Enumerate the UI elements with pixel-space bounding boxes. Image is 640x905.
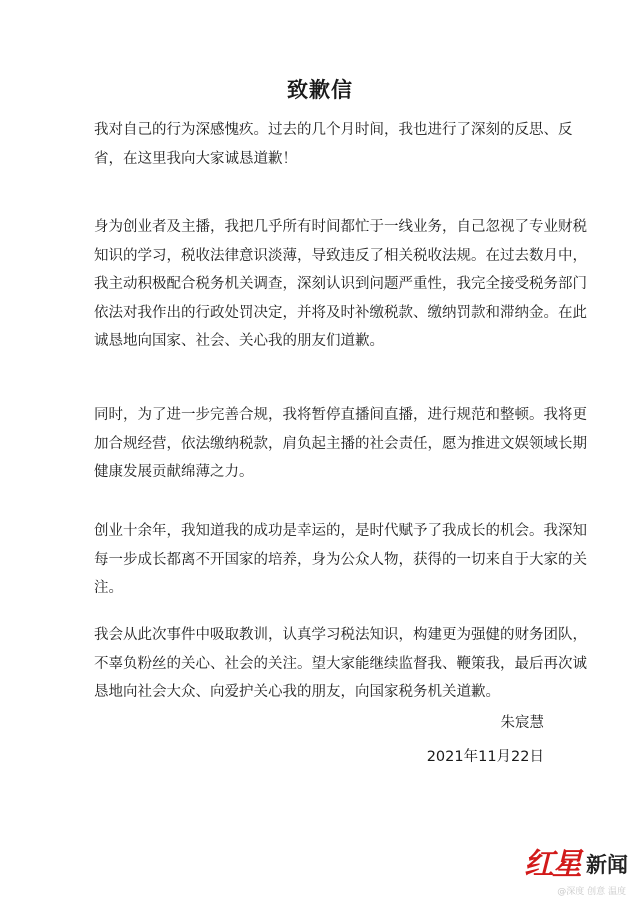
text-line: 我对自己的行为深感愧疚。过去的几个月时间，我也进行了深刻的反思、反 [94, 122, 573, 138]
text-line: 身为创业者及主播，我把几乎所有时间都忙于一线业务，自己忽视了专业财税 [94, 219, 587, 235]
news-logo-watermark [524, 847, 628, 882]
logo-black-text: 新闻 [586, 852, 628, 877]
text-line: 恳地向社会大众、向爱护关心我的朋友，向国家税务机关道歉。 [94, 684, 500, 701]
paragraph-1 [94, 116, 573, 173]
text-line: 我主动积极配合税务机关调查，深刻认识到问题严重性，我完全接受税务部门 [94, 276, 587, 293]
signature: 朱宸慧 [500, 715, 544, 731]
text-line: 健康发展贡献绵薄之力。 [94, 464, 254, 481]
paragraph-4 [94, 517, 587, 603]
letter-date: 2021年11月22日 [426, 749, 544, 765]
text-line: 不辜负粉丝的关心、社会的关注。望大家能继续监督我、鞭策我，最后再次诚 [94, 655, 587, 672]
text-line: 同时，为了进一步完善合规，我将暂停直播间直播，进行规范和整顿。我将更 [94, 407, 587, 423]
paragraph-3 [94, 401, 587, 487]
text-line: 诚恳地向国家、社会、关心我的朋友们道歉。 [94, 333, 384, 350]
text-line: 依法对我作出的行政处罚决定，并将及时补缴税款、缴纳罚款和滞纳金。在此 [94, 304, 587, 321]
paragraph-2 [94, 213, 587, 356]
text-line: 每一步成长都离不开国家的培养，身为公众人物，获得的一切来自于大家的关 [94, 551, 587, 568]
logo-red-text: 红星 [524, 847, 580, 882]
text-line: 知识的学习，税收法律意识淡薄，导致违反了相关税收法规。在过去数月中， [94, 247, 587, 264]
text-line: 省，在这里我向大家诚恳道歉！ [94, 150, 297, 167]
text-line: 我会从此次事件中吸取教训，认真学习税法知识，构建更为强健的财务团队， [94, 627, 587, 643]
text-line: 注。 [94, 580, 123, 597]
text-line: 创业十余年，我知道我的成功是幸运的，是时代赋予了我成长的机会。我深知 [94, 523, 587, 539]
weibo-watermark: @深度 创意 温度 [557, 887, 626, 897]
paragraph-5 [94, 621, 587, 707]
letter-title: 致歉信 [287, 78, 353, 102]
text-line: 加合规经营，依法缴纳税款，肩负起主播的社会责任，愿为推进文娱领域长期 [94, 435, 587, 452]
